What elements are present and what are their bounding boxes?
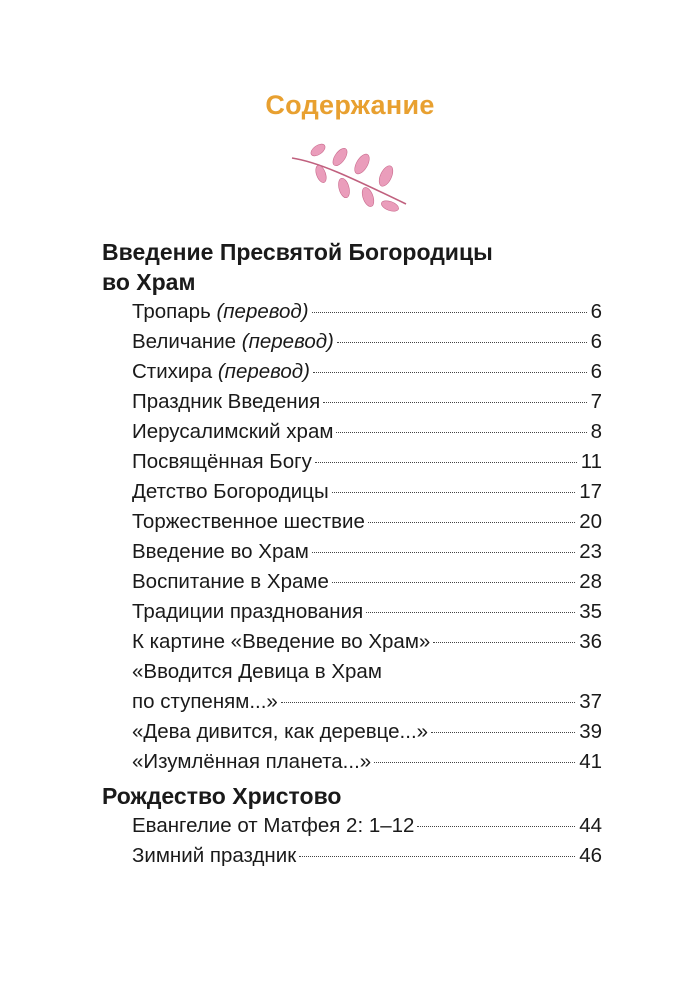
toc-entry[interactable] xyxy=(132,507,602,537)
page-number: 8 xyxy=(590,420,602,443)
dot-leader xyxy=(368,522,575,523)
section-title: Введение Пресвятой Богородицы xyxy=(102,239,493,265)
entry-label: Праздник Введения xyxy=(132,390,321,413)
pink-leaf-sprig-icon xyxy=(288,140,414,214)
dot-leader xyxy=(417,826,575,827)
entry-label: Стихира (перевод) xyxy=(132,360,310,383)
page-number: 36 xyxy=(579,630,602,653)
entry-label: Иерусалимский храм xyxy=(132,420,334,443)
toc-entry[interactable] xyxy=(132,297,602,327)
dot-leader xyxy=(366,612,575,613)
dot-leader xyxy=(312,312,587,313)
page-number: 17 xyxy=(579,480,602,503)
toc-entry[interactable] xyxy=(132,597,602,627)
entry-label: Введение во Храм xyxy=(132,540,309,563)
dot-leader xyxy=(332,582,575,583)
page-number: 7 xyxy=(590,390,602,413)
toc-entry[interactable] xyxy=(132,567,602,597)
toc-entry[interactable] xyxy=(132,327,602,357)
toc-entry[interactable] xyxy=(132,717,602,747)
page-number: 39 xyxy=(579,720,602,743)
entry-label: Традиции празднования xyxy=(132,600,364,623)
dot-leader xyxy=(374,762,575,763)
toc-entry[interactable] xyxy=(132,627,602,657)
entry-label: Величание (перевод) xyxy=(132,330,334,353)
page-number: 46 xyxy=(579,844,602,867)
dot-leader xyxy=(323,402,586,403)
entry-label: по ступеням...» xyxy=(132,690,278,713)
toc-entry[interactable] xyxy=(132,447,602,477)
page-number: 11 xyxy=(580,450,602,473)
dot-leader xyxy=(313,372,587,373)
toc-entry[interactable] xyxy=(132,387,602,417)
dot-leader xyxy=(431,732,575,733)
toc-entry[interactable] xyxy=(132,811,602,841)
entry-label: Евангелие от Матфея 2: 1–12 xyxy=(132,814,415,837)
entry-label-line1[interactable]: «Вводится Девица в Храм xyxy=(132,660,382,683)
toc-entry[interactable] xyxy=(132,477,602,507)
toc-entry[interactable] xyxy=(132,417,602,447)
page-number: 35 xyxy=(579,600,602,623)
dot-leader xyxy=(299,856,575,857)
dot-leader xyxy=(281,702,575,703)
dot-leader xyxy=(337,342,587,343)
dot-leader xyxy=(336,432,586,433)
page-number: 6 xyxy=(590,300,602,323)
page-number: 28 xyxy=(579,570,602,593)
dot-leader xyxy=(433,642,575,643)
dot-leader xyxy=(312,552,575,553)
toc-entry[interactable] xyxy=(132,747,602,777)
page-title: Содержание xyxy=(265,90,435,120)
entry-label: Воспитание в Храме xyxy=(132,570,329,593)
entry-label: Тропарь (перевод) xyxy=(132,300,309,323)
page-number: 44 xyxy=(579,814,602,837)
entry-label: Торжественное шествие xyxy=(132,510,365,533)
section-title: Рождество Христово xyxy=(102,783,342,809)
dot-leader xyxy=(332,492,576,493)
toc-entry[interactable] xyxy=(132,841,602,871)
page-number: 37 xyxy=(579,690,602,713)
entry-label: К картине «Введение во Храм» xyxy=(132,630,431,653)
table-of-contents xyxy=(102,237,602,871)
entry-label: «Дева дивится, как деревце...» xyxy=(132,720,429,743)
entry-label: Посвящённая Богу xyxy=(132,450,312,473)
entry-label: Детство Богородицы xyxy=(132,480,329,503)
entry-label: Зимний праздник xyxy=(132,844,297,867)
toc-entry[interactable] xyxy=(132,537,602,567)
section-title-cont: во Храм xyxy=(102,269,196,295)
page-number: 20 xyxy=(579,510,602,533)
page-number: 6 xyxy=(590,360,602,383)
entry-label: «Изумлённая планета...» xyxy=(132,750,372,773)
page-number: 23 xyxy=(579,540,602,563)
page-number: 41 xyxy=(579,750,602,773)
toc-entry[interactable] xyxy=(132,687,602,717)
dot-leader xyxy=(315,462,577,463)
toc-entry[interactable] xyxy=(132,357,602,387)
page-number: 6 xyxy=(590,330,602,353)
